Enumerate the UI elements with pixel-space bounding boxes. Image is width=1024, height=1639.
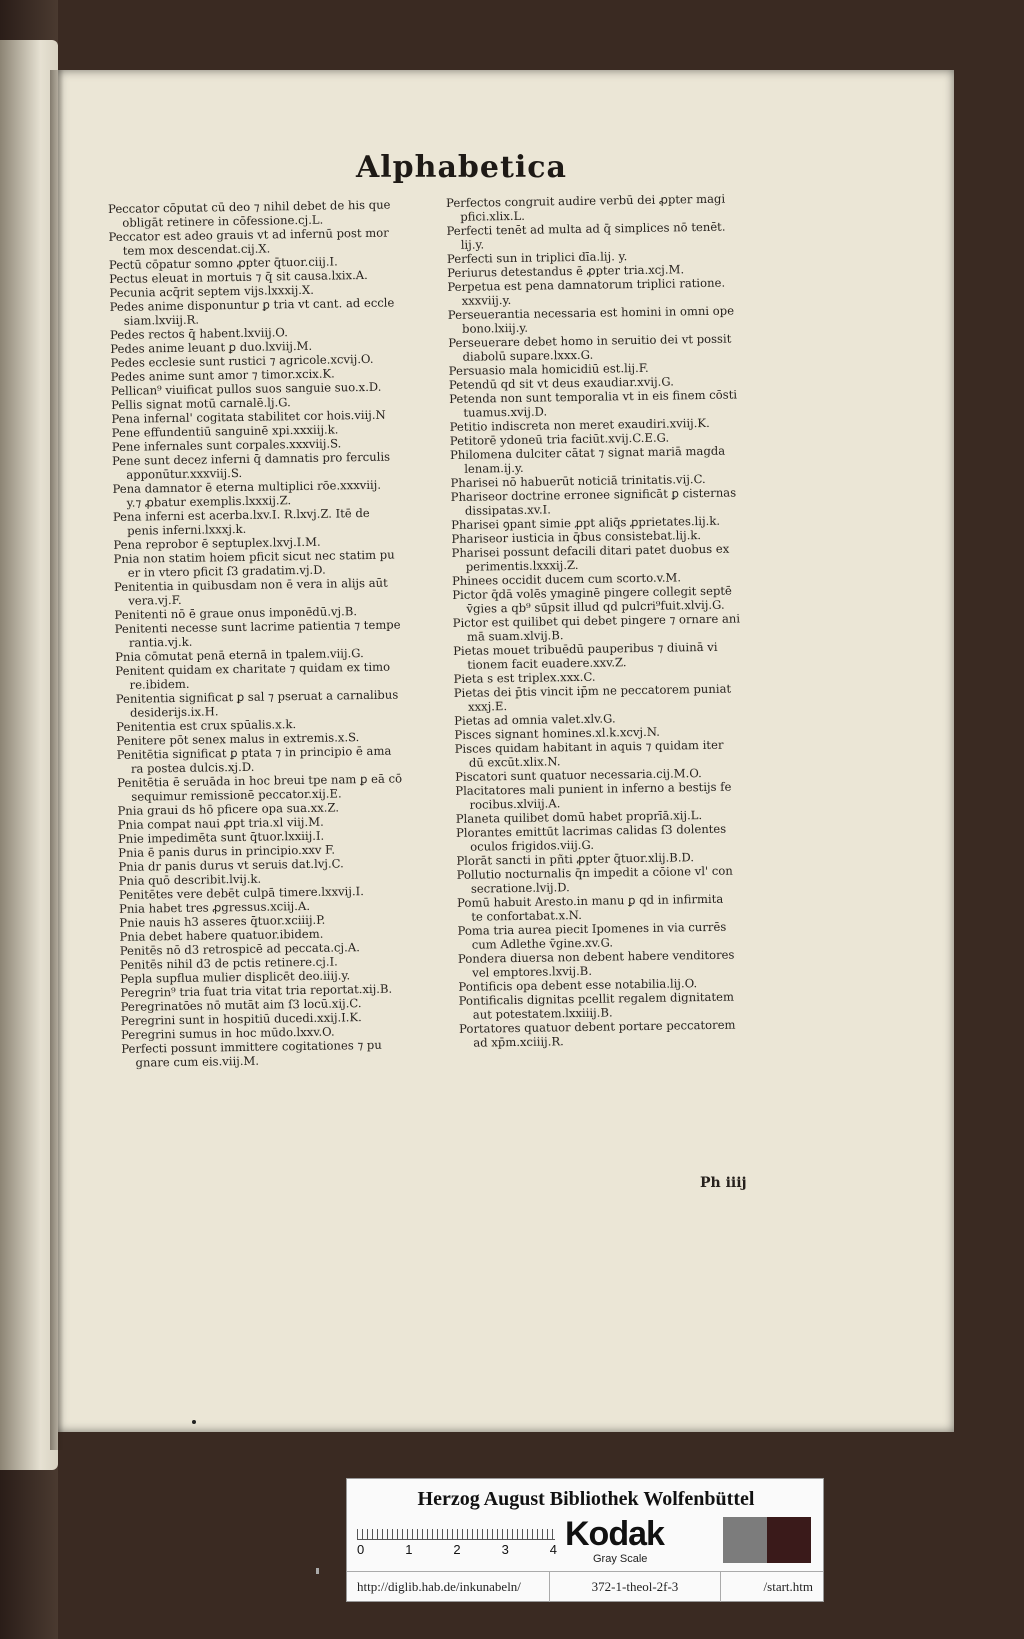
index-entry: tionem facit euadere.xxv.Z. <box>467 655 627 672</box>
index-entry: te confortabat.x.N. <box>471 907 582 924</box>
index-entry: Pnia debet habere quatuor.ibidem. <box>119 926 324 944</box>
index-entry: diabolū supare.lxxx.G. <box>462 347 594 364</box>
index-entry: Pictor est quilibet qui debet pingere ⁊ ornare ani <box>452 611 741 630</box>
ruler-number: 3 <box>501 1542 509 1557</box>
dark-swatch <box>767 1517 811 1563</box>
index-entry: Perfecti tenēt ad multa ad q̄ simplices nō tenēt. <box>446 219 726 238</box>
card-footer <box>347 1571 823 1602</box>
index-entry: Peccator cōputat cū deo ⁊ nihil debet de his que <box>108 197 391 216</box>
index-entry: Pedes anime sunt amor ⁊ timor.xcix.K. <box>110 366 335 384</box>
index-entry: lij.y. <box>460 237 485 252</box>
index-entry: Pontificis opa debent esse notabilia.lij.O. <box>458 976 698 994</box>
index-entry: Pictor q̄dā volēs ymaginē pingere collegit septē <box>452 583 732 602</box>
index-entry: Pedes anime disponuntur ꝑ tria vt cant. ad eccle <box>109 295 395 314</box>
index-entry: Portatores quatuor debent portare peccatorem <box>458 1017 736 1036</box>
index-entry: Penitētia significat ꝑ ptata ⁊ in principio ē ama <box>116 743 392 762</box>
index-entry: Pnie nauis h3 asseres q̄tuor.xciiij.P. <box>119 912 326 930</box>
index-entry: Penitere pōt senex malus in extremis.x.S. <box>116 730 360 748</box>
index-entry: Perseuerare debet homo in seruitio dei vt possit <box>448 331 732 350</box>
index-entry: Pietas mouet tribuēdū pauperibus ⁊ diuinā vi <box>453 639 718 658</box>
index-entry: v̄gies a qb⁹ sūpsit illud qd pulcri⁹fuit.xlvij.G. <box>466 597 725 616</box>
index-entry: dissipatas.xv.I. <box>464 502 551 518</box>
index-entry: Penitenti necesse sunt lacrime patientia ⁊ tempe <box>114 617 401 636</box>
index-entry: Pedes anime leuant ꝑ duo.lxviij.M. <box>110 338 313 356</box>
index-entry: Plorāt sancti in pñti ꝓpter q̄tuor.xlij.B.D. <box>456 850 695 868</box>
index-entry: Perpetua est pena damnatorum triplici ratione. <box>447 275 726 294</box>
index-entry: penis inferni.lxxxj.k. <box>127 521 247 538</box>
index-entry: Penitentia in quibusdam non ē vera in alijs aūt <box>113 575 388 594</box>
index-entry: Pnia quō describit.lvij.k. <box>118 871 262 888</box>
ruler-number: 1 <box>405 1542 413 1557</box>
index-entry: Pena infernal' cogitata stabilitet cor hois.viij.N <box>111 407 386 426</box>
index-entry: oculos frigidos.viij.G. <box>470 837 595 854</box>
index-entry: perimentis.lxxxij.Z. <box>465 557 579 574</box>
index-entry: Pellican⁹ viuificat pullos suos sanguie suo.x.D. <box>110 379 382 398</box>
index-entry: re.ibidem. <box>129 676 190 692</box>
index-entry: ra postea dulcis.xj.D. <box>130 759 255 776</box>
index-entry: xxxj.E. <box>467 699 508 714</box>
gray-scale-label: Gray Scale <box>593 1553 648 1565</box>
index-entry: gnare cum eis.viij.M. <box>135 1053 260 1070</box>
index-entry: Peregrin⁹ tria fuat tria vitat tria reportat.xij.B. <box>120 981 393 1000</box>
index-entry: Pnia dr panis durus vt seruis dat.lvj.C. <box>118 856 344 874</box>
index-entry: Phinees occidit ducem cum scorto.v.M. <box>451 570 682 588</box>
left-column <box>108 197 444 1070</box>
page-title: Alphabetica <box>356 150 567 185</box>
index-entry: y.⁊ ꝓbatur exemplis.lxxxij.Z. <box>126 493 292 510</box>
index-entry: Pomū habuit Aresto.in manu ꝑ qd in infirmita <box>456 891 724 910</box>
index-entry: Penitētes vere debēt culpā timere.lxxvij.I. <box>118 884 364 902</box>
index-entry: cum Adlethe v̄gine.xv.G. <box>471 935 614 952</box>
index-entry: Poma tria aurea piecit Ipomenes in via currēs <box>457 919 727 938</box>
index-entry: Pietas dei p̄tis vincit ip̄m ne peccatorem puniat <box>453 681 732 700</box>
index-entry: obligāt retinere in cōfessione.cj.L. <box>122 212 324 230</box>
index-entry: Pharisei possunt defacili ditari patet duobus ex <box>451 541 730 560</box>
index-entry: Pnia ē panis durus in principio.xxv F. <box>118 842 336 860</box>
index-entry: Penitēs nihil d3 de pctis retinere.cj.I. <box>119 954 338 972</box>
index-entry: Pietas ad omnia valet.xlv.G. <box>454 711 616 728</box>
index-entry: Pene effundentiū sanguinē xpi.xxxiij.k. <box>111 422 339 440</box>
index-entry: Piscatori sunt quatuor necessaria.cij.M.O. <box>455 766 702 784</box>
index-entry: Pnia cōmutat penā eternā in tpalem.viij.G. <box>115 646 364 664</box>
index-entry: Perfecti possunt immittere cogitationes ⁊ pu <box>121 1037 382 1056</box>
index-entry: Pecunia acq̄rit septem vijs.lxxxij.X. <box>109 282 314 300</box>
index-entry: Pondera diuersa non debent habere venditores <box>457 947 735 966</box>
index-entry: Persuasio mala homicidiū est.lij.F. <box>448 360 649 378</box>
index-entry: Penitēs nō d3 retrospicē ad peccata.cj.A. <box>119 940 360 958</box>
index-entry: rantia.vj.k. <box>128 634 193 650</box>
source-url[interactable]: http://diglib.hab.de/inkunabeln/ <box>347 1572 550 1602</box>
index-entry: Peccator est adeo grauis vt ad infernū post mor <box>108 225 389 244</box>
index-entry: Perseuerantia necessaria est homini in omni ope <box>447 303 735 322</box>
ruler-number: 0 <box>357 1542 365 1557</box>
index-entry: xxxviij.y. <box>461 292 512 308</box>
index-entry: Pedes rectos q̄ habent.lxviij.O. <box>109 325 288 342</box>
index-entry: Pena damnator ē eterna multiplici rōe.xxxviij. <box>112 477 382 496</box>
index-entry: Pectū cōpatur somno ꝓpter q̄tuor.ciij.I. <box>108 254 338 272</box>
scale-ruler <box>357 1519 555 1540</box>
index-entry: Planeta quilibet domū habet proprīā.xij.L. <box>455 808 703 826</box>
index-entry: Pnia compat naui ꝓpt tria.xl viij.M. <box>117 814 324 832</box>
index-entry: aut potestatem.lxxiiij.B. <box>472 1005 613 1022</box>
index-entry: Pnia habet tres ꝓgressus.xciij.A. <box>118 898 311 916</box>
ruler-number: 4 <box>549 1542 557 1557</box>
index-entry: Peregrinatōes nō mutāt aim ſ3 locū.xij.C. <box>120 996 362 1014</box>
index-entry: Pnia graui ds hō pficere opa sua.xx.Z. <box>117 800 340 818</box>
index-entry: tuamus.xvij.D. <box>463 404 548 420</box>
index-entry: Penitent quidam ex charitate ⁊ quidam ex timo <box>115 659 391 678</box>
ink-mark <box>192 1420 196 1424</box>
index-entry: vera.vj.F. <box>128 592 182 608</box>
index-entry: Pnia non statim hoiem pficit sicut nec statim pu <box>113 547 395 566</box>
color-calibration-card <box>346 1478 824 1602</box>
index-entry: Petitio indiscreta non meret exaudiri.xviij.K. <box>449 415 710 434</box>
index-entry: Pisces quidam habitant in aquis ⁊ quidam iter <box>454 737 724 756</box>
index-entry: Pnie impedimēta sunt q̄tuor.lxxiij.I. <box>117 828 325 846</box>
index-entry: Philomena dulciter cātat ⁊ signat mariā magda <box>449 443 726 462</box>
library-name: Herzog August Bibliothek Wolfenbüttel <box>417 1488 755 1510</box>
dust-mark <box>316 1568 319 1574</box>
index-entry: Pena reprobor ē septuplex.lxvj.I.M. <box>113 534 321 552</box>
kodak-logo: Kodak <box>565 1515 664 1553</box>
index-entry: Phariseor iusticia in q̄bus consistebat.lij.k. <box>451 528 702 546</box>
ruler-numbers <box>357 1542 557 1557</box>
index-entry: secratione.lvij.D. <box>470 880 570 896</box>
gray-swatch <box>723 1517 767 1563</box>
index-entry: Petitorē ydoneū tria faciūt.xvij.C.E.G. <box>449 430 670 448</box>
index-entry: Pisces signant homines.xl.k.xcvj.N. <box>454 724 660 742</box>
index-entry: pfici.xlix.L. <box>460 208 526 224</box>
index-entry: Perfecti sun in triplici dīa.lij. y. <box>446 249 628 266</box>
index-entry: sequimur remissionē peccator.xij.E. <box>131 786 342 804</box>
index-entry: siam.lxviij.R. <box>123 312 200 328</box>
index-entry: mā suam.xlvij.B. <box>466 628 564 644</box>
index-entry: Pepla supflua mulier displicēt deo.iiij.y. <box>120 968 351 986</box>
index-entry: Pieta s est triplex.xxx.C. <box>453 669 596 686</box>
start-link[interactable]: /start.htm <box>763 1579 813 1594</box>
spine-shadow <box>50 70 64 1450</box>
shelfmark: 372-1-theol-2f-3 <box>550 1572 721 1602</box>
index-entry: apponūtur.xxxviij.S. <box>126 465 243 482</box>
index-entry: bono.lxiij.y. <box>461 320 529 336</box>
index-entry: Peregrini sumus in hoc mūdo.lxxv.O. <box>120 1024 335 1042</box>
index-entry: Petenda non sunt temporalia vt in eis finem cōsti <box>449 387 738 406</box>
index-entry: desiderijs.ix.H. <box>129 704 219 720</box>
index-entry: vel emptores.lxvij.B. <box>472 963 593 980</box>
index-entry: Pedes ecclesie sunt rustici ⁊ agricole.xcvij.O. <box>110 351 374 370</box>
index-entry: Pharisei ꝯpant simie ꝓpt aliq̄s ꝓprietates.lij.k. <box>451 513 721 532</box>
index-entry: Phariseor doctrine erronee significāt ꝑ cisternas <box>450 485 737 504</box>
ruler-number: 2 <box>453 1542 461 1557</box>
index-entry: rocibus.xlviij.A. <box>469 796 561 812</box>
index-entry: Periurus detestandus ē ꝓpter tria.xcj.M. <box>447 262 685 280</box>
index-entry: Penitētia ē seruāda in hoc breui tpe nam ꝑ eā cō <box>117 771 403 790</box>
index-entry: tem mox descendat.cij.X. <box>122 241 271 258</box>
index-entry: Pene sunt decez inferni q̄ damnatis pro ferculis <box>111 449 391 468</box>
index-entry: lenam.ij.y. <box>464 460 524 476</box>
index-entry: Pectus eleuat in mortuis ⁊ q̄ sit causa.lxix.A. <box>109 267 368 286</box>
index-entry: Pene infernales sunt corpales.xxxviij.S. <box>111 436 342 454</box>
index-entry: dū excūt.xlix.N. <box>468 754 561 770</box>
index-entry: Penitentia est crux spūalis.x.k. <box>116 717 297 734</box>
index-entry: Perfectos congruit audire verbū dei ꝓpter magi <box>446 191 726 210</box>
index-entry: Penitentia significat ꝑ sal ⁊ pseruat a carnalibus <box>115 687 399 706</box>
index-entry: Pellis signat motū carnalē.lj.G. <box>111 395 291 412</box>
page-signature: Ph iiij <box>700 1175 747 1191</box>
index-entry: Petendū qd sit vt deus exaudiar.xvij.G. <box>448 374 674 392</box>
index-entry: Pontificalis dignitas pcellit regalem dignitatem <box>458 989 735 1008</box>
index-entry: Plorantes emittūt lacrimas calidas ſ3 dolentes <box>455 821 727 840</box>
index-entry: Placitatores mali punient in inferno a bestijs fe <box>455 779 732 798</box>
index-entry: Peregrini sunt in hospitiū ducedi.xxij.I.K. <box>120 1010 362 1028</box>
index-entry: Penitenti nō ē graue onus imponēdū.vj.B. <box>114 604 358 622</box>
index-entry: ad xp̄m.xciiij.R. <box>473 1034 564 1050</box>
index-entry: Pollutio nocturnalis q̄n impedit a cōione vl' con <box>456 863 733 882</box>
index-entry: Pena inferni est acerba.lxv.I. R.lxvj.Z. Itē de <box>112 505 370 524</box>
right-column <box>446 191 781 1050</box>
index-entry: Pharisei nō habuerūt noticiā trinitatis.vij.C. <box>450 471 706 490</box>
index-entry: er in vtero pficit ſ3 gradatim.vj.D. <box>127 562 326 580</box>
